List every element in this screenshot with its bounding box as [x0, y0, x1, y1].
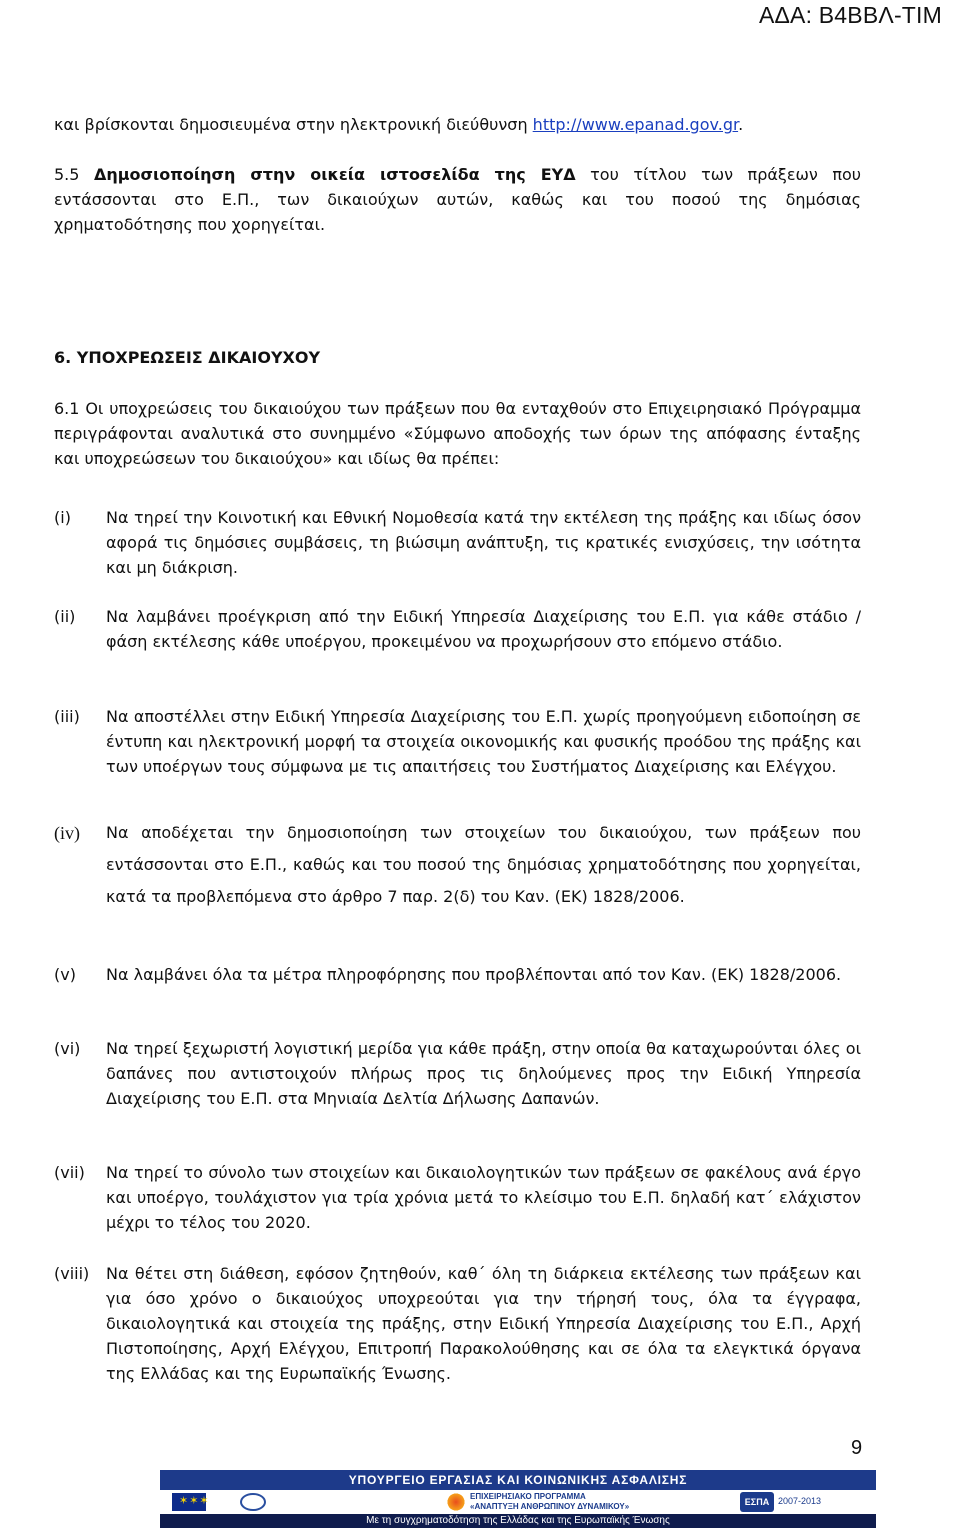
item-text: Να αποδέχεται την δημοσιοποίηση των στοιχείων του δικαιούχου, των πράξεων που εντάσσονται στο Ε.Π., καθώς και του ποσού της δημόσιας χρηματοδότησης που χορηγείται, κατά τα προβλεπόμενα στο άρθρο 7 παρ. 2(δ) του Καν. (ΕΚ) 1828/2006. — [106, 823, 861, 906]
eu-flag-icon: ✶✶✶ — [172, 1493, 206, 1511]
item-number: (i) — [54, 508, 71, 527]
section-6-heading: 6. ΥΠΟΧΡΕΩΣΕΙΣ ΔΙΚΑΙΟΥΧΟΥ — [54, 348, 321, 367]
item-number: (iv) — [54, 823, 80, 843]
list-item — [54, 505, 861, 580]
item-number: (ii) — [54, 607, 76, 626]
footer-banner — [160, 1470, 876, 1528]
list-item — [54, 1160, 861, 1235]
item-text: Να τηρεί ξεχωριστή λογιστική μερίδα για κάθε πράξη, στην οποία θα καταχωρούνται όλες οι δαπάνες που αντιστοιχούν πλήρως προς τις δηλούμενες προς την Ειδική Υπηρεσία Διαχείρισης του Ε.Π. στα Μηνιαία Δελτία Δήλωσης Δαπανών. — [106, 1039, 861, 1108]
ada-code: ΑΔΑ: Β4ΒΒΛ-ΤΙΜ — [758, 2, 942, 28]
section-5-5-number: 5.5 — [54, 165, 80, 184]
intro-paragraph — [54, 112, 861, 137]
intro-tail: . — [738, 115, 744, 134]
footer-ministry-title: ΥΠΟΥΡΓΕΙΟ ΕΡΓΑΣΙΑΣ ΚΑΙ ΚΟΙΝΩΝΙΚΗΣ ΑΣΦΑΛΙΣΗΣ — [160, 1470, 876, 1490]
list-item — [54, 962, 861, 987]
section-5-5-bold: Δημοσιοποίηση στην οικεία ιστοσελίδα της ΕΥΔ — [93, 165, 576, 184]
item-text: Να αποστέλλει στην Ειδική Υπηρεσία Διαχείρισης του Ε.Π. χωρίς προηγούμενη ειδοποίηση σε έντυπη και ηλεκτρονική μορφή τα στοιχεία οικονομικής και φυσικής προόδου της πράξης και των υποέργων τους σύμφωνα με τις απαιτήσεις του Συστήματος Διαχείρισης και Ελέγχου. — [106, 707, 861, 776]
page-number: 9 — [851, 1437, 863, 1459]
item-text: Να λαμβάνει όλα τα μέτρα πληροφόρησης που προβλέπονται από τον Καν. (ΕΚ) 1828/2006. — [106, 965, 842, 984]
item-number: (viii) — [54, 1264, 90, 1283]
list-item — [54, 604, 861, 654]
footer-cofunding-text: Με τη συγχρηματοδότηση της Ελλάδας και της Ευρωπαϊκής Ένωσης — [366, 1515, 670, 1526]
item-text: Να τηρεί την Κοινοτική και Εθνική Νομοθεσία κατά την εκτέλεση της πράξης και ιδίως όσον αφορά τις δημόσιες συμβάσεις, τη βιώσιμη ανάπτυξη, τις κρατικές ενισχύσεις, την ισότητα και μη διάκριση. — [106, 508, 861, 577]
section-5-5-text: του τίτλου των πράξεων που εντάσσονται στο Ε.Π., των δικαιούχων αυτών, καθώς και του ποσού της δημόσιας χρηματοδότησης που χορηγείται. — [54, 165, 862, 234]
section-5-5-paragraph — [54, 162, 861, 237]
section-6-1-paragraph: 6.1 Οι υποχρεώσεις του δικαιούχου των πράξεων που θα ενταχθούν στο Επιχειρησιακό Πρόγραμμα περιγράφονται αναλυτικά στο συνημμένο «Σύμφωνο αποδοχής των όρων της απόφασης ένταξης και υποχρεώσεων του δικαιούχου» και ιδίως θα πρέπει: — [54, 399, 861, 468]
intro-text: και βρίσκονται δημοσιευμένα στην ηλεκτρονική διεύθυνση — [54, 115, 528, 134]
item-number: (iii) — [54, 707, 80, 726]
item-text: Να θέτει στη διάθεση, εφόσον ζητηθούν, καθ΄ όλη τη διάρκεια εκτέλεσης των πράξεων και για όσο χρόνο ο δικαιούχος υποχρεούται για την τήρησή τους, όλα τα έγγραφα, δικαιολογητικά και στοιχεία της πράξης, στην Ειδική Υπηρεσία Διαχείρισης του Ε.Π., Αρχή Πιστοποίησης, Αρχή Ελέγχου, Επιτροπή Παρακολούθησης και σε όλα τα ελεγκτικά όργανα της Ελλάδας και της Ευρωπαϊκής Ένωσης. — [106, 1264, 861, 1383]
greek-emblem-icon — [240, 1493, 266, 1511]
list-item — [54, 704, 861, 779]
program-title: ΕΠΙΧΕΙΡΗΣΙΑΚΟ ΠΡΟΓΡΑΜΜΑ «ΑΝΑΠΤΥΞΗ ΑΝΘΡΩΠΙΝΟΥ ΔΥΝΑΜΙΚΟΥ» — [470, 1492, 630, 1511]
item-text: Να τηρεί το σύνολο των στοιχείων και δικαιολογητικών των πράξεων σε φακέλους ανά έργο και υποέργο, τουλάχιστον για τρία χρόνια μετά το κλείσιμο του Ε.Π. δηλαδή κατ΄ ελάχιστον μέχρι το τέλος του 2020. — [106, 1163, 861, 1232]
epanad-link[interactable]: http://www.epanad.gov.gr — [532, 115, 739, 134]
item-number: (vi) — [54, 1039, 81, 1058]
footer-logo-band — [160, 1490, 876, 1514]
list-item — [54, 1036, 861, 1111]
list-item — [54, 817, 861, 913]
list-item — [54, 1261, 861, 1386]
espa-years: 2007-2013 — [778, 1496, 822, 1506]
espa-logo: ΕΣΠΑ — [740, 1492, 774, 1512]
program-logo-icon — [446, 1492, 466, 1512]
item-number: (vii) — [54, 1163, 85, 1182]
item-number: (v) — [54, 965, 76, 984]
item-text: Να λαμβάνει προέγκριση από την Ειδική Υπηρεσία Διαχείρισης του Ε.Π. για κάθε στάδιο /φάση εκτέλεσης κάθε υποέργου, προκειμένου να προχωρήσουν στο επόμενο στάδιο. — [106, 607, 861, 651]
